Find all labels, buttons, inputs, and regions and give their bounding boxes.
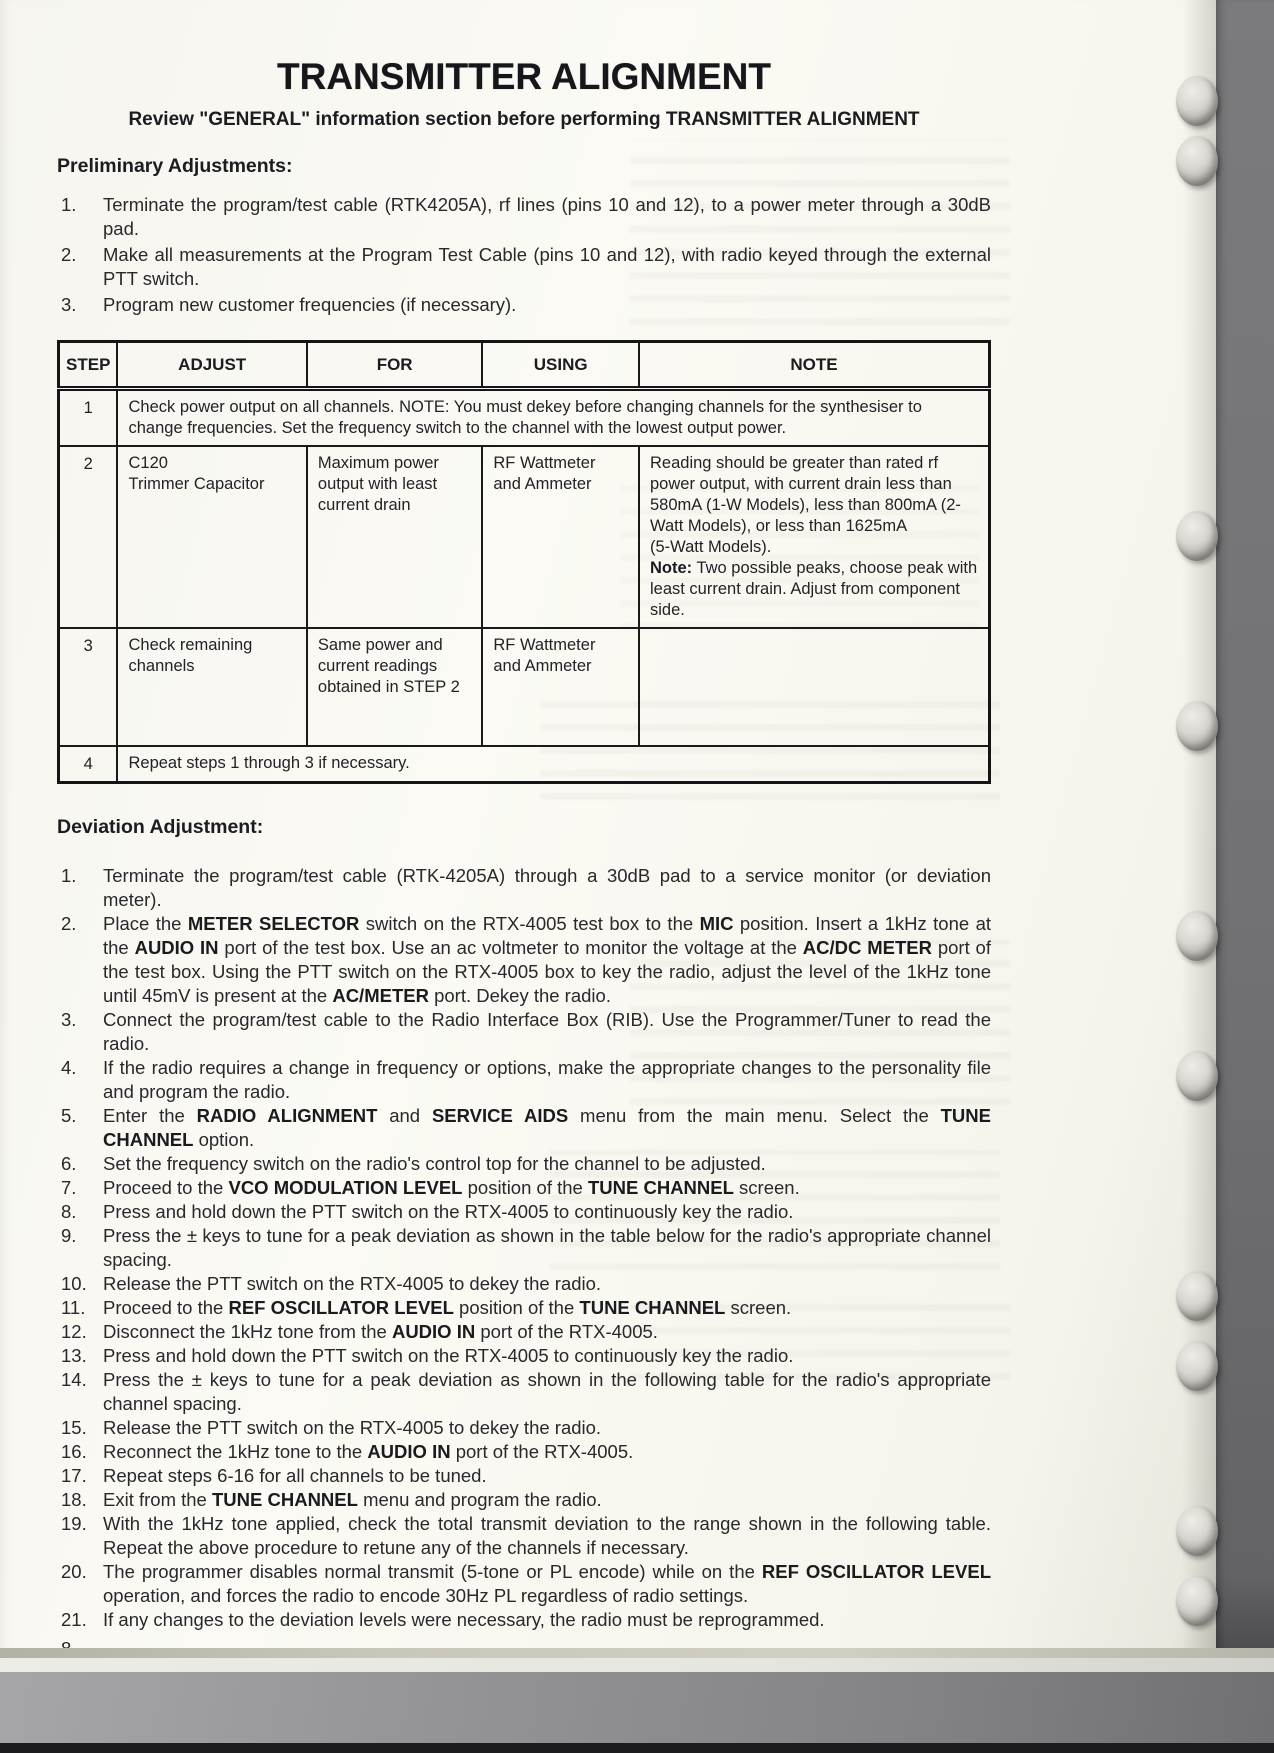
section-heading-preliminary-adjustments: Preliminary Adjustments: [57, 155, 293, 177]
binding-hole [1176, 1051, 1218, 1101]
table-cell-step: 2 [59, 446, 118, 628]
alignment-steps-table [57, 340, 991, 784]
list-item-number: 5. [61, 1105, 77, 1126]
scanner-bed [0, 1672, 1274, 1743]
list-item-text: Press and hold down the PTT switch on the RTX-4005 to continuously key the radio. [103, 1201, 794, 1222]
list-item [57, 912, 991, 1008]
list-item-text: Release the PTT switch on the RTX-4005 to dekey the radio. [103, 1273, 602, 1294]
table-header-cell: USING [482, 342, 639, 389]
page-title: TRANSMITTER ALIGNMENT [277, 56, 771, 97]
table-cell-using: RF Wattmeter and Ammeter [482, 628, 639, 746]
list-item-text: Make all measurements at the Program Test Cable (pins 10 and 12), with radio keyed through the external PTT switch. [103, 244, 991, 289]
list-item [57, 1344, 991, 1368]
list-item [57, 1440, 991, 1464]
binding-hole [1176, 911, 1218, 961]
list-item-number: 13. [61, 1345, 87, 1366]
list-item [57, 193, 991, 241]
binding-hole [1176, 1341, 1218, 1391]
list-item-text: If the radio requires a change in frequency or options, make the appropriate changes to the personality file and program the radio. [103, 1057, 991, 1102]
list-item-text: Reconnect the 1kHz tone to the AUDIO IN port of the RTX-4005. [103, 1441, 634, 1462]
list-item-number: 20. [61, 1561, 87, 1582]
binding-hole [1176, 1576, 1218, 1626]
list-item-number: 16. [61, 1441, 87, 1462]
list-item [57, 1056, 991, 1104]
list-item-number: 4. [61, 1057, 77, 1078]
list-item [57, 1368, 991, 1416]
list-item-text: Program new customer frequencies (if necessary). [103, 294, 517, 315]
list-item-number: 10. [61, 1273, 87, 1294]
table-cell-using: RF Wattmeter and Ammeter [482, 446, 639, 628]
list-item-number: 3. [61, 294, 77, 315]
list-item-number: 21. [61, 1609, 87, 1630]
list-item [57, 1488, 991, 1512]
list-item-text: Terminate the program/test cable (RTK-4205A) through a 30dB pad to a service monitor (or deviation meter). [103, 865, 991, 910]
list-item-text: Release the PTT switch on the RTX-4005 to dekey the radio. [103, 1417, 602, 1438]
list-item-text: Enter the RADIO ALIGNMENT and SERVICE AIDS menu from the main menu. Select the TUNE CHANNEL option. [103, 1105, 991, 1150]
list-item [57, 1320, 991, 1344]
list-item-number: 2. [61, 913, 77, 934]
list-item-number: 11. [61, 1297, 86, 1318]
list-item-number: 14. [61, 1369, 87, 1390]
list-item-number: 1. [61, 194, 77, 215]
preliminary-steps-list [57, 193, 991, 317]
page-edge-shadow [1182, 0, 1216, 1652]
list-item [57, 864, 991, 912]
table-cell-note: Reading should be greater than rated rf power output, with current drain less than 580mA (1-W Models), less than 800mA (2-Watt Models), or less than 1625mA (5-Watt Models). Note: Two possible peaks, choose peak with least current drain. Adjust from component side. [639, 446, 990, 628]
list-item-text: The programmer disables normal transmit (5-tone or PL encode) while on the REF OSCILLATOR LEVEL operation, and forces the radio to encode 30Hz PL regardless of radio settings. [103, 1561, 991, 1606]
list-item-number: 9. [61, 1225, 77, 1246]
paper-bottom-edge [0, 1648, 1274, 1658]
table-row [59, 389, 990, 447]
list-item-text: Exit from the TUNE CHANNEL menu and program the radio. [103, 1489, 602, 1510]
list-item-text: Repeat steps 6-16 for all channels to be tuned. [103, 1465, 487, 1486]
list-item-text: If any changes to the deviation levels were necessary, the radio must be reprogrammed. [103, 1609, 825, 1630]
list-item-number: 15. [61, 1417, 87, 1438]
table-header-cell: ADJUST [117, 342, 306, 389]
page-subtitle: Review "GENERAL" information section before performing TRANSMITTER ALIGNMENT [128, 109, 920, 130]
list-item [57, 1608, 991, 1632]
table-cell-step: 4 [59, 746, 118, 783]
list-item [57, 243, 991, 291]
list-item [57, 1224, 991, 1272]
list-item-number: 18. [61, 1489, 87, 1510]
table-cell-step: 1 [59, 389, 118, 447]
list-item-number: 17. [61, 1465, 87, 1486]
list-item-text: Proceed to the REF OSCILLATOR LEVEL position of the TUNE CHANNEL screen. [103, 1297, 792, 1318]
list-item [57, 1176, 991, 1200]
table-cell-for: Maximum power output with least current drain [307, 446, 482, 628]
list-item-number: 12. [61, 1321, 87, 1342]
list-item-text: With the 1kHz tone applied, check the total transmit deviation to the range shown in the following table. Repeat the above procedure to retune any of the channels if necessary. [103, 1513, 991, 1558]
binding-hole [1176, 1506, 1218, 1556]
table-cell-note [639, 628, 990, 746]
list-item [57, 1296, 991, 1320]
list-item-text: Press the ± keys to tune for a peak deviation as shown in the following table for the radio's appropriate channel spacing. [103, 1369, 991, 1414]
list-item-text: Connect the program/test cable to the Radio Interface Box (RIB). Use the Programmer/Tuner to read the radio. [103, 1009, 991, 1054]
list-item-text: Press the ± keys to tune for a peak deviation as shown in the table below for the radio's appropriate channel spacing. [103, 1225, 991, 1270]
list-item [57, 1272, 991, 1296]
table-row [59, 446, 990, 628]
binding-hole [1176, 136, 1218, 186]
section-heading-deviation-adjustment: Deviation Adjustment: [57, 816, 264, 838]
table-header-cell: FOR [307, 342, 482, 389]
list-item-text: Place the METER SELECTOR switch on the RTX-4005 test box to the MIC position. Insert a 1kHz tone at the AUDIO IN port of the test box. Use an ac voltmeter to monitor the voltage at the AC/DC METER port of the test box. Using the PTT switch on the RTX-4005 box to key the radio, adjust the level of the 1kHz tone until 45mV is present at the AC/METER port. Dekey the radio. [103, 913, 991, 1006]
table-header-cell: STEP [59, 342, 118, 389]
list-item [57, 1104, 991, 1152]
list-item [57, 1512, 991, 1560]
table-cell-adjust: Check remaining channels [117, 628, 306, 746]
list-item-text: Proceed to the VCO MODULATION LEVEL position of the TUNE CHANNEL screen. [103, 1177, 800, 1198]
binding-hole [1176, 701, 1218, 751]
table-header-cell: NOTE [639, 342, 990, 389]
deviation-steps-list [57, 864, 991, 1632]
list-item [57, 1200, 991, 1224]
list-item-number: 8. [61, 1201, 77, 1222]
list-item [57, 1464, 991, 1488]
table-row [59, 746, 990, 783]
table-cell-adjust: C120 Trimmer Capacitor [117, 446, 306, 628]
table-cell-for: Same power and current readings obtained in STEP 2 [307, 628, 482, 746]
list-item-number: 6. [61, 1153, 77, 1174]
list-item [57, 1416, 991, 1440]
list-item-number: 7. [61, 1177, 77, 1198]
list-item-text: Terminate the program/test cable (RTK4205A), rf lines (pins 10 and 12), to a power meter through a 30dB pad. [103, 194, 991, 239]
table-header-row [59, 342, 990, 389]
list-item-text: Press and hold down the PTT switch on the RTX-4005 to continuously key the radio. [103, 1345, 794, 1366]
page-stack-edge [0, 1658, 1274, 1673]
list-item [57, 1008, 991, 1056]
list-item [57, 1560, 991, 1608]
binder-edge-strip [1216, 0, 1274, 1753]
binding-hole [1176, 1271, 1218, 1321]
list-item [57, 293, 991, 317]
table-row [59, 628, 990, 746]
list-item [57, 1152, 991, 1176]
table-cell-span: Check power output on all channels. NOTE: You must dekey before changing channels for the synthesiser to change frequencies. Set the frequency switch to the channel with the lowest output power. [117, 389, 989, 447]
table-cell-step: 3 [59, 628, 118, 746]
binding-hole [1176, 76, 1218, 126]
list-item-number: 3. [61, 1009, 77, 1030]
table-body [59, 389, 990, 783]
list-item-number: 19. [61, 1513, 87, 1534]
scanner-bed-dark-strip [0, 1743, 1274, 1753]
list-item-text: Disconnect the 1kHz tone from the AUDIO IN port of the RTX-4005. [103, 1321, 658, 1342]
list-item-text: Set the frequency switch on the radio's control top for the channel to be adjusted. [103, 1153, 766, 1174]
binding-hole [1176, 511, 1218, 561]
table-cell-span: Repeat steps 1 through 3 if necessary. [117, 746, 989, 783]
page-content [57, 0, 991, 1660]
list-item-number: 1. [61, 865, 77, 886]
list-item-number: 2. [61, 244, 77, 265]
